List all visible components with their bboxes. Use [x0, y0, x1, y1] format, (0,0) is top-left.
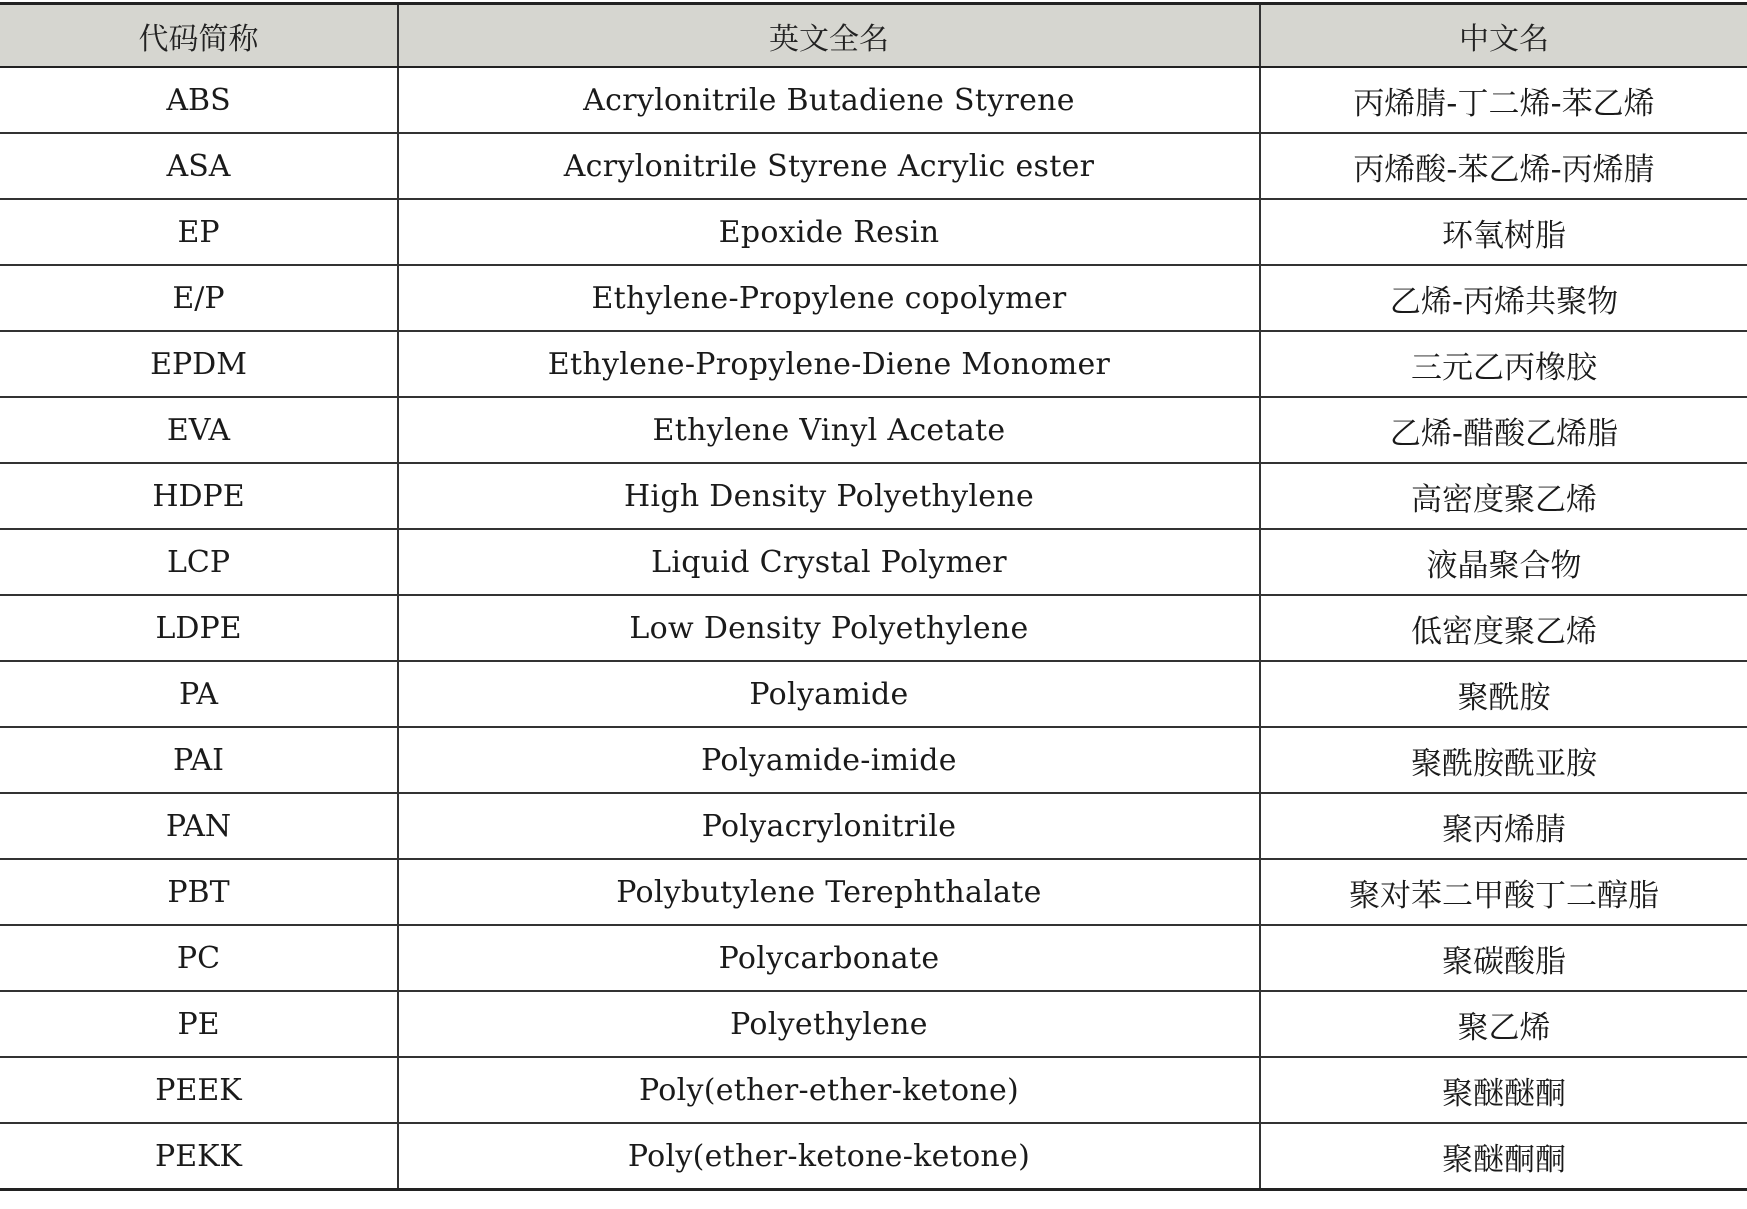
code-cell: E/P [0, 265, 398, 331]
code-cell: EP [0, 199, 398, 265]
table-header [0, 4, 1747, 68]
english-name-cell: Polyacrylonitrile [398, 793, 1260, 859]
code-cell: EPDM [0, 331, 398, 397]
table-row [0, 265, 1747, 331]
column-header-english-name: 英文全名 [398, 4, 1260, 68]
table-row [0, 793, 1747, 859]
code-cell: PEEK [0, 1057, 398, 1123]
code-cell: PA [0, 661, 398, 727]
table-row [0, 991, 1747, 1057]
chinese-name-cell: 丙烯酸-苯乙烯-丙烯腈 [1260, 133, 1747, 199]
table-row [0, 1057, 1747, 1123]
chinese-name-cell: 聚碳酸脂 [1260, 925, 1747, 991]
table-row [0, 595, 1747, 661]
english-name-cell: Polyamide [398, 661, 1260, 727]
english-name-cell: Polycarbonate [398, 925, 1260, 991]
code-cell: LDPE [0, 595, 398, 661]
table-row [0, 859, 1747, 925]
chinese-name-cell: 低密度聚乙烯 [1260, 595, 1747, 661]
english-name-cell: Acrylonitrile Styrene Acrylic ester [398, 133, 1260, 199]
table-row [0, 67, 1747, 133]
polymer-abbreviation-table [0, 2, 1747, 1191]
english-name-cell: Epoxide Resin [398, 199, 1260, 265]
chinese-name-cell: 乙烯-丙烯共聚物 [1260, 265, 1747, 331]
code-cell: HDPE [0, 463, 398, 529]
table-row [0, 133, 1747, 199]
table-row [0, 397, 1747, 463]
table-row [0, 463, 1747, 529]
chinese-name-cell: 聚乙烯 [1260, 991, 1747, 1057]
english-name-cell: Liquid Crystal Polymer [398, 529, 1260, 595]
chinese-name-cell: 聚丙烯腈 [1260, 793, 1747, 859]
english-name-cell: Low Density Polyethylene [398, 595, 1260, 661]
code-cell: PAI [0, 727, 398, 793]
chinese-name-cell: 环氧树脂 [1260, 199, 1747, 265]
english-name-cell: Ethylene Vinyl Acetate [398, 397, 1260, 463]
chinese-name-cell: 丙烯腈-丁二烯-苯乙烯 [1260, 67, 1747, 133]
english-name-cell: Acrylonitrile Butadiene Styrene [398, 67, 1260, 133]
table-row [0, 199, 1747, 265]
chinese-name-cell: 三元乙丙橡胶 [1260, 331, 1747, 397]
english-name-cell: Poly(ether-ketone-ketone) [398, 1123, 1260, 1190]
table-row [0, 529, 1747, 595]
english-name-cell: Ethylene-Propylene-Diene Monomer [398, 331, 1260, 397]
table-row [0, 925, 1747, 991]
english-name-cell: Polyamide-imide [398, 727, 1260, 793]
code-cell: PBT [0, 859, 398, 925]
chinese-name-cell: 液晶聚合物 [1260, 529, 1747, 595]
table-row [0, 727, 1747, 793]
table-row [0, 1123, 1747, 1190]
code-cell: LCP [0, 529, 398, 595]
header-row [0, 4, 1747, 68]
table-row [0, 331, 1747, 397]
code-cell: ASA [0, 133, 398, 199]
chinese-name-cell: 高密度聚乙烯 [1260, 463, 1747, 529]
chinese-name-cell: 聚酰胺酰亚胺 [1260, 727, 1747, 793]
chinese-name-cell: 聚醚醚酮 [1260, 1057, 1747, 1123]
chinese-name-cell: 聚酰胺 [1260, 661, 1747, 727]
chinese-name-cell: 聚对苯二甲酸丁二醇脂 [1260, 859, 1747, 925]
code-cell: EVA [0, 397, 398, 463]
code-cell: PAN [0, 793, 398, 859]
column-header-code: 代码简称 [0, 4, 398, 68]
english-name-cell: Polyethylene [398, 991, 1260, 1057]
code-cell: ABS [0, 67, 398, 133]
english-name-cell: High Density Polyethylene [398, 463, 1260, 529]
code-cell: PE [0, 991, 398, 1057]
column-header-chinese-name: 中文名 [1260, 4, 1747, 68]
chinese-name-cell: 乙烯-醋酸乙烯脂 [1260, 397, 1747, 463]
chinese-name-cell: 聚醚酮酮 [1260, 1123, 1747, 1190]
english-name-cell: Ethylene-Propylene copolymer [398, 265, 1260, 331]
code-cell: PEKK [0, 1123, 398, 1190]
table-row [0, 661, 1747, 727]
english-name-cell: Polybutylene Terephthalate [398, 859, 1260, 925]
code-cell: PC [0, 925, 398, 991]
table-body [0, 67, 1747, 1190]
english-name-cell: Poly(ether-ether-ketone) [398, 1057, 1260, 1123]
